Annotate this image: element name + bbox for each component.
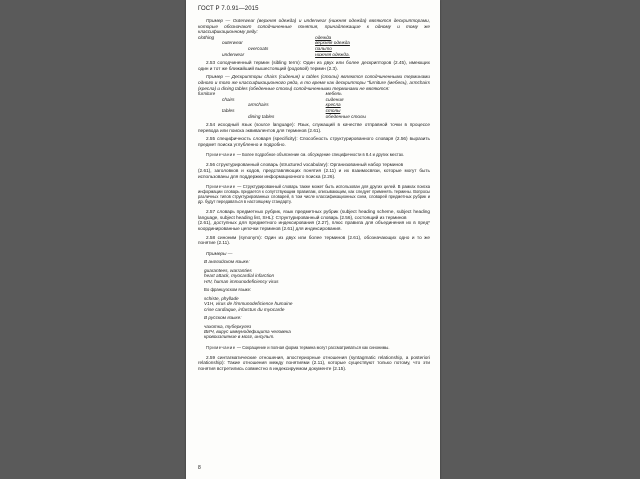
example-line: ВИЧ, вирус иммунодефицита человека <box>204 329 291 335</box>
example-line: crise cardiaque, infarctus du myocarde <box>204 306 285 312</box>
clothing-hierarchy <box>198 35 430 57</box>
term-2-54: 2.54 исходный язык (source language): Язык, служащий в качестве отправной точки в процессе перевода или поиска эквивалентов для терминов (2.61). <box>198 122 430 133</box>
running-header: ГОСТ Р 7.0.91—2015 <box>198 6 259 12</box>
term-2-57-line2: (2.61), доступных для предметного индексирования (2.27), плюс правила для объединения их в пред* координированные цепочки терминов (2.61) для индексирования. <box>198 220 430 232</box>
tree-term-ru: одежда <box>315 34 332 40</box>
lang-fr-heading: Во французском языке: <box>204 287 252 293</box>
tree-term-en: tables <box>222 107 235 113</box>
example-line: schiste, phyllade <box>204 295 239 301</box>
furniture-hierarchy <box>198 91 430 119</box>
example-line: heart attack, myocardial infarction <box>204 273 275 279</box>
tree-term-en: furniture <box>198 91 216 97</box>
tree-term-ru: мебель <box>325 91 342 97</box>
note-label: Примечание <box>206 152 236 158</box>
example-line: V1H, virus de l'immunodeficience humaine <box>204 301 293 307</box>
lang-en-heading: В английском языке: <box>204 259 250 265</box>
examples-heading: Примеры — <box>206 250 233 256</box>
tree-term-ru: столы <box>325 107 341 113</box>
term-2-59: 2.59 синтагматические отношения, апостериорные отношения (syntagmatic relationship, a posteriori relationship): Такие отношения между понятиями (2.11), которые существуют только потому, что эти понятия встретились совместно в индексируемом документе (2.15). <box>198 354 430 372</box>
tree-term-ru: верхняя одежда <box>315 40 350 46</box>
note-text: — Сокращение и полная форма термина могут рассматриваться как синонимы. <box>236 344 390 350</box>
lang-ru-heading: В русском языке: <box>204 315 242 321</box>
tree-term-en: overcoats <box>248 45 269 51</box>
tree-term-ru: сидения <box>325 96 344 102</box>
term-2-57-line1: 2.57 словарь предметных рубрик, язык предметных рубрик (subject heading scheme, subject heading language, subject heading list, SHL): Структурированный словарь (2.56), состоящий из терминов <box>198 209 430 220</box>
tree-term-ru: обеденные столы <box>325 113 366 119</box>
term-2-53: 2.53 соподчиненный термин (sibling term): Один из двух или более дескрипторов (2.45), имеющих один и тот же ближайший вышестоящий (родовой) термин (2.3). <box>198 60 430 71</box>
term-2-56-line2: (2.61), заголовков и кодов, представляющих понятия (2.11) и их взаимосвязи, которые могут быть использованы для поддержки информационного поиска (2.26). <box>198 168 430 179</box>
tree-term-en: armchairs <box>248 102 269 108</box>
example-line: кровоизлияние в мозг, инсульт. <box>204 334 275 340</box>
note-2-56 <box>198 184 430 204</box>
example-clothing-intro: Пример — Outerwear (верхняя одежда) и underwear (нижняя одежда) являются дескрипторами, которые обозначают соподчиненные понятия, принадлежащие к одному и тому же классификационному ряду: <box>198 18 430 35</box>
page-number: 8 <box>198 465 201 471</box>
tree-term-ru: нижняя одежда. <box>315 51 350 57</box>
note-label: Примечание <box>206 344 236 350</box>
term-2-55: 2.55 специфичность словаря (specificity): Способность структурированного словаря (2.56) выразить предмет поиска углубленно и подробно. <box>198 136 430 147</box>
tree-term-en: dining tables <box>248 113 275 119</box>
document-page <box>186 0 440 479</box>
term-2-56-line1: 2.56 структурированный словарь (structured vocabulary): Организованный набор терминов <box>206 162 404 168</box>
example-line: чахотка, туберкулез <box>204 323 252 329</box>
example-furniture-intro: Пример — Дескрипторы chairs (сидения) и tables (столы) являются соподчиненными терминами одного и того же классификационного ряда, в то время как дескрипторы "furniture (мебель), armchairs (кресла) и dining tables (обеденные столы) соподчиненными терминами не являются: <box>198 74 430 91</box>
tree-term-en: outerwear <box>222 40 243 46</box>
tree-term-en: underwear <box>222 51 245 57</box>
note-2-55 <box>198 152 430 157</box>
note-label: Примечание <box>206 184 236 190</box>
note-text: — Структурированный словарь также может быть использован для других целей. В рамках поиска информации словарь придается к сопутствующим правилам, описывающим, как следует применять термины. Вопросы различных типов структурированных словарей, в том числе классификационных схем, словарей предметных рубрик и др. будут передаваться в настоящему стандарту. <box>198 184 430 205</box>
example-line: HIV, human immunodeficiency virus <box>204 278 279 284</box>
tree-term-ru: пальто <box>315 45 332 51</box>
example-line: guarantees, warranties <box>204 268 252 273</box>
tree-term-en: chairs <box>222 96 235 102</box>
note-text: — Более подробное объяснение см. обсуждение специфичности в 8.4 и других местах. <box>236 152 405 158</box>
tree-term-en: clothing <box>198 34 215 40</box>
tree-term-ru: кресла <box>325 102 341 108</box>
term-2-58: 2.58 синоним (synonym): Один из двух или более терминов (2.61), обозначающих одно и то же понятие (2.11). <box>198 234 430 246</box>
